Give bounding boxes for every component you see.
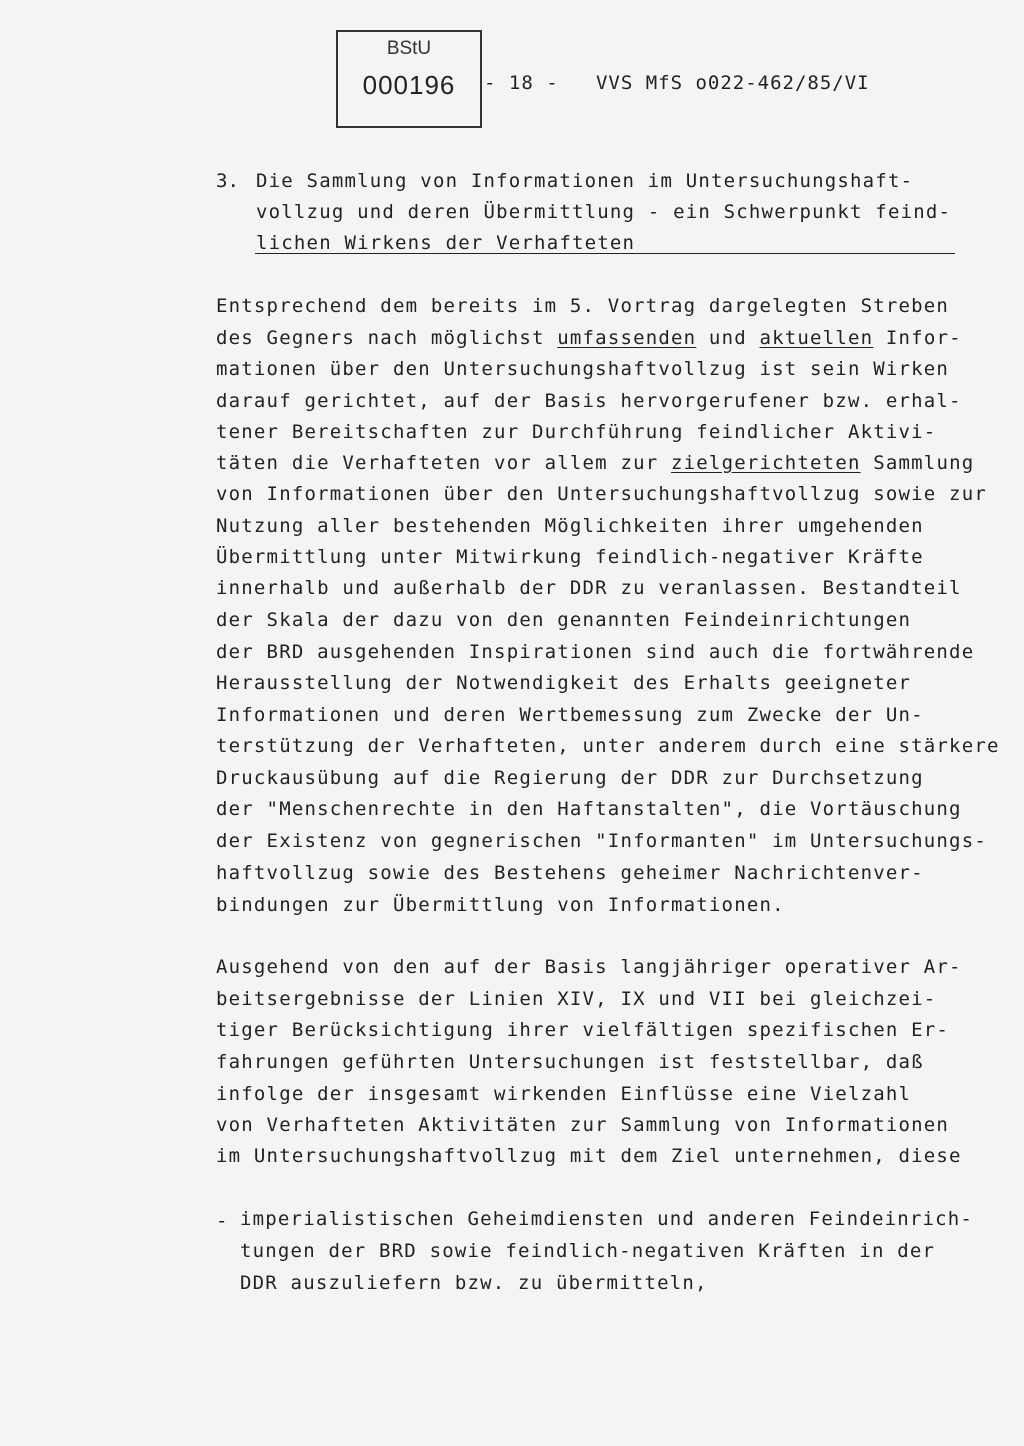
page-header: - 18 - VVS MfS o022-462/85/VI [484,72,870,94]
heading-line: Die Sammlung von Informationen im Untersuchungshaft- [256,170,914,192]
text-line: infolge der insgesamt wirkenden Einflüsse eine Vielzahl [216,1083,912,1105]
text-line: Druckausübung auf die Regierung der DDR zur Durchsetzung [216,767,924,789]
text-line: innerhalb und außerhalb der DDR zu veranlassen. Bestandteil [216,577,962,599]
text-span: Sammlung [860,452,975,474]
text-line: Übermittlung unter Mitwirkung feindlich-negativer Kräfte [216,546,924,568]
text-line: imperialistischen Geheimdiensten und anderen Feindeinrich- [240,1208,974,1230]
text-line: beitsergebnisse der Linien XIV, IX und VII bei gleichzei- [216,988,937,1010]
text-line: DDR auszuliefern bzw. zu übermitteln, [240,1272,708,1294]
text-line: darauf gerichtet, auf der Basis hervorgerufener bzw. erhal- [216,390,962,412]
stamp-org: BStU [386,38,432,59]
heading-underline [255,253,955,254]
text-line: tungen der BRD sowie feindlich-negativen Kräften in der [240,1240,936,1262]
text-line: der Existenz von gegnerischen "Informanten" im Untersuchungs- [216,830,987,852]
text-span: täten die Verhafteten vor allem zur [216,452,672,474]
text-line: Herausstellung der Notwendigkeit des Erhalts geeigneter [216,672,912,694]
text-line: Informationen und deren Wertbemessung zum Zwecke der Un- [216,704,924,726]
heading-number: 3. [216,170,239,192]
text-line: von Verhafteten Aktivitäten zur Sammlung von Informationen [216,1114,950,1136]
heading-line: lichen Wirkens der Verhafteten [256,232,636,254]
text-line [216,327,962,349]
text-line: Entsprechend dem bereits im 5. Vortrag dargelegten Streben [216,295,950,317]
underlined-word: zielgerichteten [671,452,861,474]
archive-stamp [336,30,482,128]
text-line: tiger Berücksichtigung ihrer vielfältigen spezifischen Er- [216,1019,950,1041]
heading-line: vollzug und deren Übermittlung - ein Schwerpunkt feind- [256,201,952,223]
bullet-dash: - [216,1210,228,1232]
underlined-word: aktuellen [759,327,874,349]
text-span: und [696,327,760,349]
text-line: Nutzung aller bestehenden Möglichkeiten ihrer umgehenden [216,515,924,537]
text-line: haftvollzug sowie des Bestehens geheimer Nachrichtenver- [216,862,924,884]
text-line [216,452,974,474]
text-line: tener Bereitschaften zur Durchführung feindlicher Aktivi- [216,421,937,443]
underlined-word: umfassenden [557,327,697,349]
text-line: terstützung der Verhafteten, unter anderem durch eine stärkere [216,735,1000,757]
text-line: von Informationen über den Untersuchungshaftvollzug sowie zur [216,483,987,505]
text-line: Ausgehend von den auf der Basis langjähriger operativer Ar- [216,956,962,978]
text-line: bindungen zur Übermittlung von Informationen. [216,894,785,916]
text-line: im Untersuchungshaftvollzug mit dem Ziel unternehmen, diese [216,1145,962,1167]
text-line: der BRD ausgehenden Inspirationen sind auch die fortwährende [216,641,975,663]
text-line: fahrungen geführten Untersuchungen ist feststellbar, daß [216,1051,924,1073]
text-span: Infor- [873,327,962,349]
text-line: der "Menschenrechte in den Haftanstalten", die Vortäuschung [216,798,962,820]
text-line: mationen über den Untersuchungshaftvollzug ist sein Wirken [216,358,950,380]
text-line: der Skala der dazu von den genannten Feindeinrichtungen [216,609,912,631]
stamp-number: 000196 [362,70,456,100]
text-span: des Gegners nach möglichst [216,327,558,349]
